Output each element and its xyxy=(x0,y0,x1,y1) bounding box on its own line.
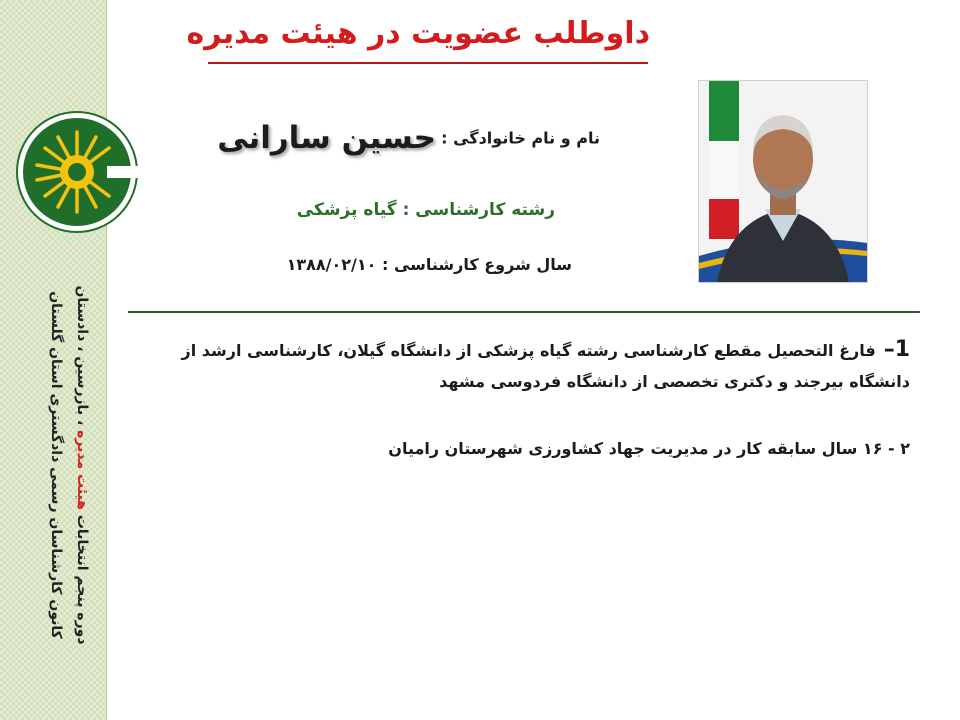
sidebar-line-1-part1: دوره پنجم انتخابات xyxy=(74,514,90,645)
sidebar-election-text xyxy=(25,215,95,715)
candidate-name: حسین سارانی xyxy=(217,120,437,156)
slide-title: داوطلب عضویت در هیئت مدیره xyxy=(186,16,650,51)
bullet-item-experience: ۲ - ۱۶ سال سابقه کار در مدیریت جهاد کشاورزی شهرستان رامیان xyxy=(388,439,910,458)
bullet-number: 1– xyxy=(883,337,910,362)
section-divider xyxy=(128,311,920,313)
candidate-name-row xyxy=(200,120,600,164)
name-label: نام و نام خانوادگی : xyxy=(441,128,600,148)
sidebar-line-1-part2: ، بازرسین ، دادستان xyxy=(74,285,90,426)
degree-field: رشته کارشناسی : گیاه پزشکی xyxy=(296,200,555,220)
candidate-portrait xyxy=(698,80,868,283)
bullet-item-education xyxy=(128,334,910,414)
sidebar-line-2: کانون کارشناسان رسمی دادگستری استان گلستان xyxy=(48,291,64,639)
degree-start-year: سال شروع کارشناسی : ۱۳۸۸/۰۲/۱۰ xyxy=(286,255,572,274)
sidebar-line-1-highlight: هیئت مدیره xyxy=(74,430,90,510)
bullet-text: فارغ التحصیل مقطع کارشناسی رشته گیاه پزشکی از دانشگاه گیلان، کارشناسی ارشد از دانشگاه بیرجند و دکتری تخصصی از دانشگاه فردوسی مشهد xyxy=(181,341,910,391)
title-underline xyxy=(208,62,648,64)
association-sun-emblem-icon xyxy=(15,110,139,234)
sidebar-panel xyxy=(0,0,107,720)
sidebar-line-1 xyxy=(69,215,95,715)
